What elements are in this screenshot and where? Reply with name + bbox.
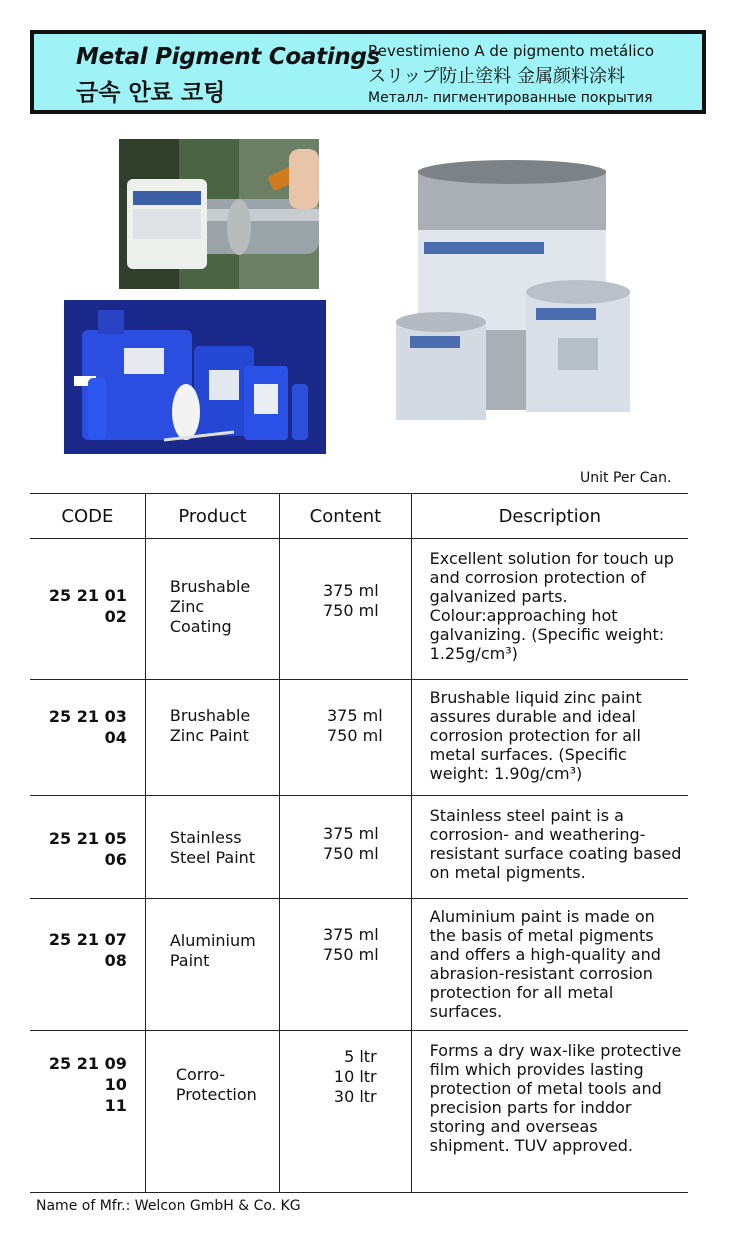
- header-code: CODE: [30, 494, 145, 539]
- title-english: Metal Pigment Coatings: [76, 44, 381, 70]
- code-value: 25 21 01: [48, 586, 127, 605]
- content-value: 750 ml: [322, 601, 379, 620]
- description-text: Forms a dry wax-like protective film which provides lasting protection of metal tools and precision parts for inddor storing and overseas shipment. TUV approved.: [429, 1041, 682, 1155]
- product-name: Aluminium: [169, 931, 256, 950]
- code-value: 08: [104, 951, 127, 970]
- code-value: 11: [104, 1096, 127, 1115]
- content-value: 10 ltr: [333, 1067, 377, 1086]
- description-text: Brushable liquid zinc paint assures durable and ideal corrosion protection for all metal surfaces. (Specific weight: 1.90g/cm³): [429, 688, 642, 783]
- description-text: Stainless steel paint is a corrosion- and weathering-resistant surface coating based on metal pigments.: [429, 806, 682, 882]
- content-value: 5 ltr: [344, 1047, 377, 1066]
- code-value: 10: [104, 1075, 127, 1094]
- code-cell: [30, 899, 145, 1031]
- table-row: [30, 899, 688, 1031]
- content-cell: [280, 539, 411, 680]
- code-value: 02: [104, 607, 127, 626]
- product-name: Zinc: [169, 597, 205, 616]
- product-cell: [145, 539, 279, 680]
- header-banner: [30, 30, 706, 114]
- product-name: Protection: [175, 1085, 257, 1104]
- table-row: [30, 680, 688, 796]
- code-value: 06: [104, 850, 127, 869]
- code-cell: [30, 539, 145, 680]
- content-value: 750 ml: [322, 945, 379, 964]
- product-cell: [145, 1031, 279, 1193]
- code-cell: [30, 796, 145, 899]
- content-cell: [280, 680, 411, 796]
- content-value: 375 ml: [322, 581, 379, 600]
- product-cell: [145, 796, 279, 899]
- product-name: Steel Paint: [169, 848, 256, 867]
- code-value: 25 21 05: [48, 829, 127, 848]
- product-name: Corro-: [175, 1065, 226, 1084]
- product-name: Zinc Paint: [169, 726, 249, 745]
- content-value: 750 ml: [326, 726, 383, 745]
- product-cell: [145, 680, 279, 796]
- code-value: 25 21 03: [48, 707, 127, 726]
- header-content: Content: [280, 494, 411, 539]
- table-row: [30, 539, 688, 680]
- product-name: Coating: [169, 617, 232, 636]
- code-cell: [30, 680, 145, 796]
- content-value: 375 ml: [322, 925, 379, 944]
- product-name: Stainless: [169, 828, 242, 847]
- content-cell: [280, 1031, 411, 1193]
- pipe-coating-photo: [119, 139, 319, 289]
- product-name: Brushable: [169, 577, 251, 596]
- canisters-photo: [64, 300, 326, 454]
- content-value: 375 ml: [326, 706, 383, 725]
- content-cell: [280, 796, 411, 899]
- description-text: Excellent solution for touch up and corrosion protection of galvanized parts. Colour:approaching hot galvanizing. (Specific weight: 1.25g/cm³): [429, 549, 674, 663]
- table-row: [30, 1031, 688, 1193]
- table-row: [30, 796, 688, 899]
- code-value: 04: [104, 728, 127, 747]
- content-cell: [280, 899, 411, 1031]
- description-cell: [411, 539, 688, 680]
- product-cell: [145, 899, 279, 1031]
- content-value: 30 ltr: [333, 1087, 377, 1106]
- manufacturer-note: Name of Mfr.: Welcon GmbH & Co. KG: [36, 1198, 301, 1214]
- coating-cans-photo: [388, 150, 658, 450]
- code-cell: [30, 1031, 145, 1193]
- title-japanese: スリップ防止塗料 金属颜料涂料: [368, 66, 626, 87]
- title-korean: 금속 안료 코팅: [76, 80, 226, 106]
- unit-note: Unit Per Can.: [580, 470, 672, 486]
- content-value: 375 ml: [322, 824, 379, 843]
- product-table: [30, 493, 688, 1193]
- title-russian: Металл- пигментированные покрытия: [368, 90, 653, 106]
- description-cell: [411, 1031, 688, 1193]
- table-header-row: [30, 494, 688, 539]
- header-description: Description: [411, 494, 688, 539]
- code-value: 25 21 09: [48, 1054, 127, 1073]
- title-spanish: Revestimieno A de pigmento metálico: [368, 42, 655, 60]
- product-name: Paint: [169, 951, 210, 970]
- description-cell: [411, 680, 688, 796]
- description-text: Aluminium paint is made on the basis of metal pigments and offers a high-quality and abrasion-resistant corrosion protection for all metal surfaces.: [429, 907, 661, 1021]
- code-value: 25 21 07: [48, 930, 127, 949]
- product-name: Brushable: [169, 706, 251, 725]
- description-cell: [411, 899, 688, 1031]
- content-value: 750 ml: [322, 844, 379, 863]
- header-product: Product: [145, 494, 279, 539]
- description-cell: [411, 796, 688, 899]
